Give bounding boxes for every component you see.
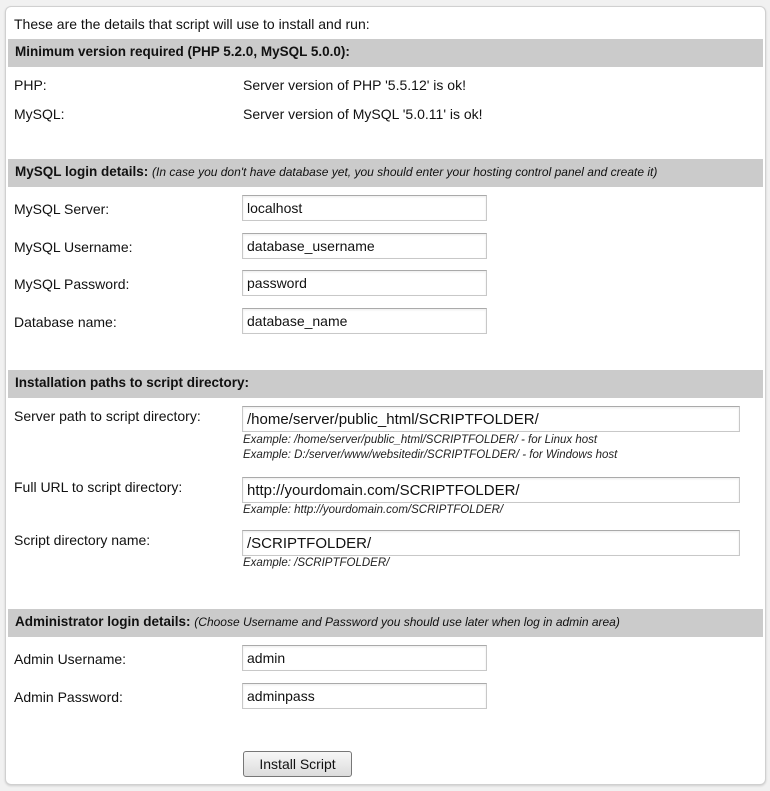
- server-path-hint-linux: Example: /home/server/public_html/SCRIPTFOLDER/ - for Linux host: [243, 434, 598, 446]
- paths-header: [8, 370, 763, 398]
- full-url-label: Full URL to script directory:: [14, 479, 183, 495]
- admin-username-input[interactable]: [242, 645, 487, 671]
- admin-username-label: Admin Username:: [14, 651, 127, 667]
- admin-login-title: Administrator login details:: [15, 614, 191, 629]
- mysql-server-input[interactable]: [242, 195, 487, 221]
- script-dir-hint: Example: /SCRIPTFOLDER/: [243, 557, 390, 569]
- mysql-username-label: MySQL Username:: [14, 239, 133, 255]
- full-url-hint: Example: http://yourdomain.com/SCRIPTFOLDER/: [243, 504, 504, 516]
- server-path-hint-windows: Example: D:/server/www/websitedir/SCRIPTFOLDER/ - for Windows host: [243, 449, 618, 461]
- admin-password-label: Admin Password:: [14, 689, 123, 705]
- install-form-panel: [5, 6, 766, 785]
- admin-password-input[interactable]: [242, 683, 487, 709]
- admin-login-note: (Choose Username and Password you should use later when log in admin area): [194, 615, 620, 629]
- requirements-header: [8, 39, 763, 67]
- mysql-login-note: (In case you don't have database yet, you should enter your hosting control panel and create it): [152, 165, 658, 179]
- server-path-label: Server path to script directory:: [14, 408, 201, 424]
- mysql-username-input[interactable]: [242, 233, 487, 259]
- paths-title: Installation paths to script directory:: [15, 375, 250, 390]
- script-dir-input[interactable]: [242, 530, 740, 556]
- admin-login-header: [8, 609, 763, 637]
- full-url-input[interactable]: [242, 477, 740, 503]
- mysql-login-header: [8, 159, 763, 187]
- script-dir-label: Script directory name:: [14, 532, 151, 548]
- mysql-label: MySQL:: [14, 106, 65, 122]
- php-status: Server version of PHP '5.5.12' is ok!: [243, 77, 466, 93]
- database-name-input[interactable]: [242, 308, 487, 334]
- mysql-status: Server version of MySQL '5.0.11' is ok!: [243, 106, 483, 122]
- mysql-password-label: MySQL Password:: [14, 276, 130, 292]
- mysql-server-label: MySQL Server:: [14, 201, 110, 217]
- requirements-title: Minimum version required (PHP 5.2.0, MySQL 5.0.0):: [15, 44, 350, 59]
- mysql-password-input[interactable]: [242, 270, 487, 296]
- install-script-button[interactable]: Install Script: [243, 751, 352, 777]
- mysql-login-title: MySQL login details:: [15, 164, 149, 179]
- php-label: PHP:: [14, 77, 47, 93]
- server-path-input[interactable]: [242, 406, 740, 432]
- intro-text: These are the details that script will use to install and run:: [14, 16, 370, 32]
- database-name-label: Database name:: [14, 314, 117, 330]
